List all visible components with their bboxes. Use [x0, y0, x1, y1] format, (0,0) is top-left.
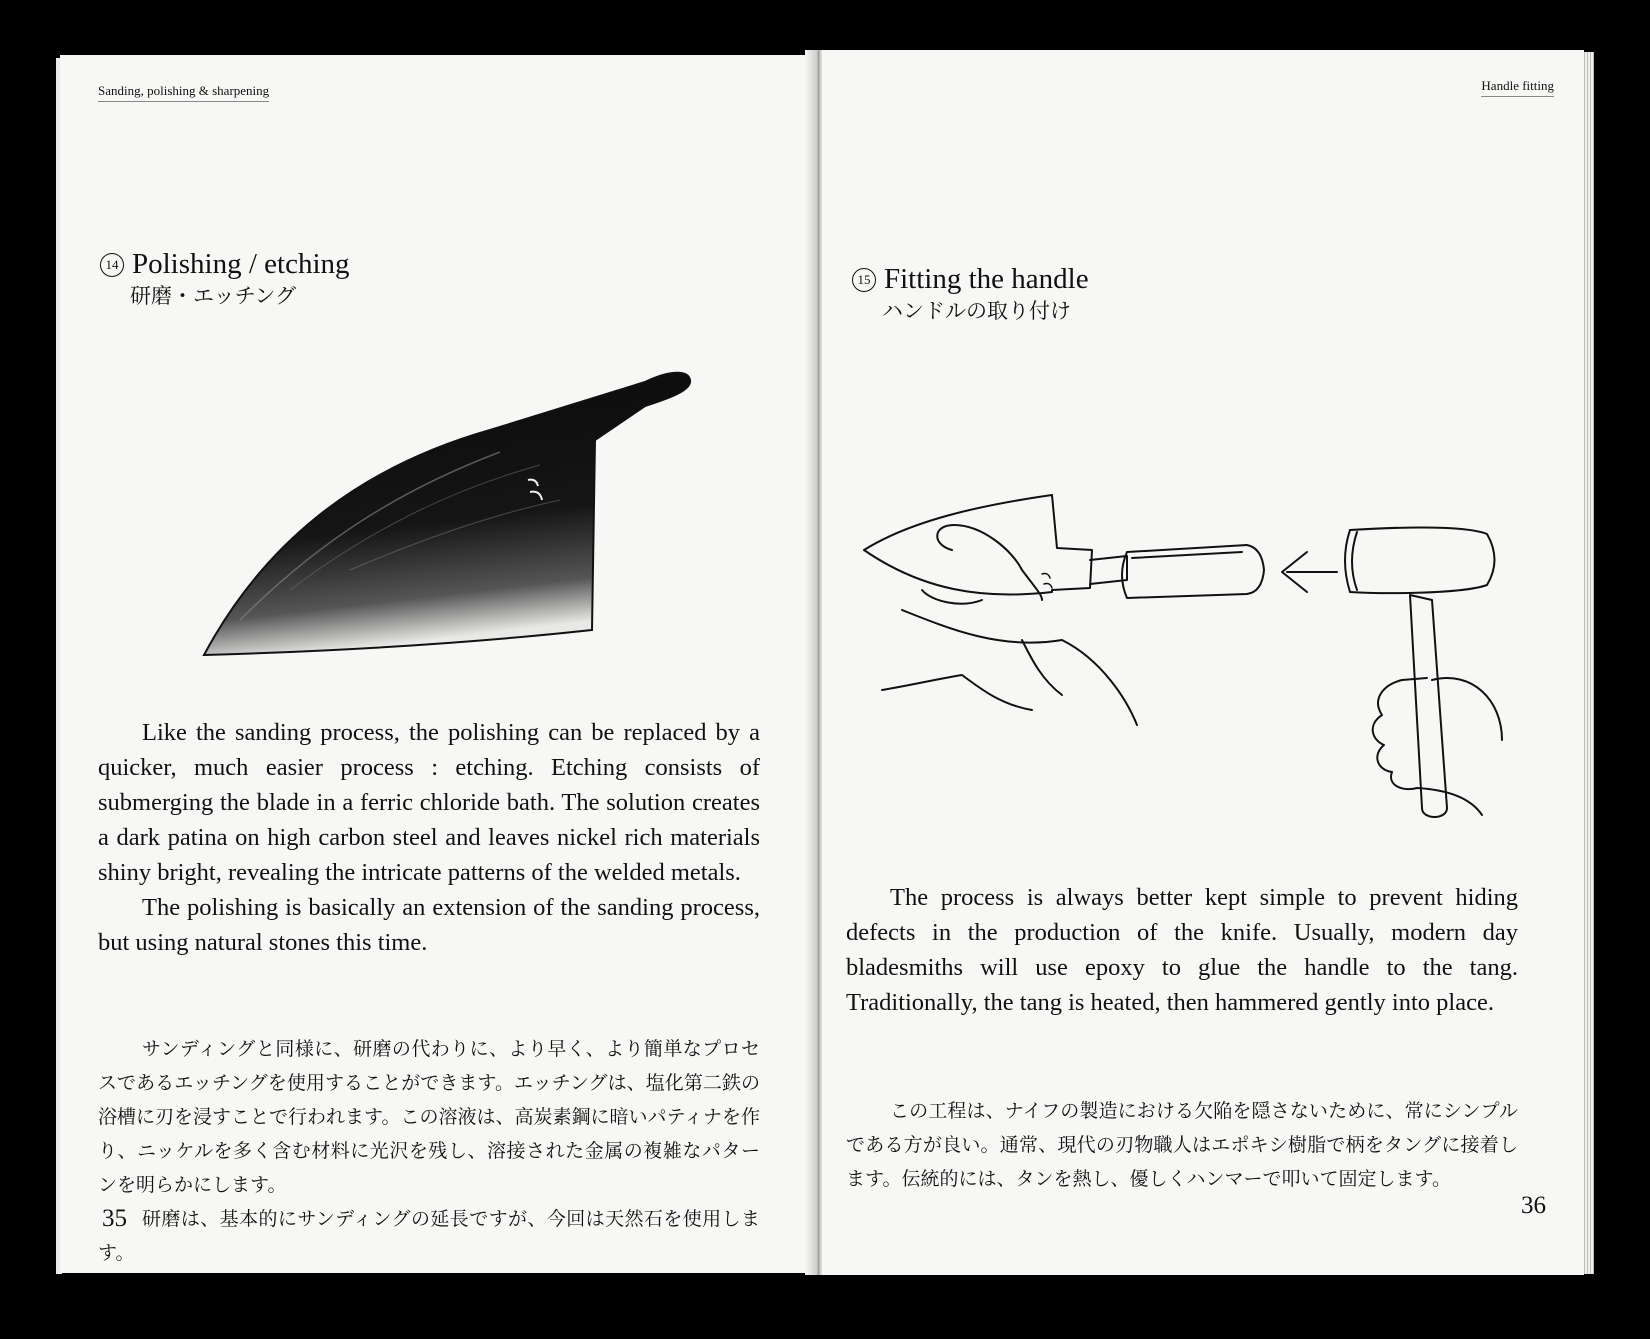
step-title-jp: 研磨・エッチング — [130, 284, 297, 308]
etched-blade-illustration — [200, 340, 720, 660]
hammer — [1345, 528, 1495, 818]
tang-and-handle — [1042, 545, 1264, 598]
running-head-left: Sanding, polishing & sharpening — [98, 83, 269, 102]
handle-fitting-illustration — [862, 490, 1502, 830]
body-text-right-jp — [846, 1094, 1518, 1196]
paragraph: The process is always better kept simple to prevent hiding defects in the production of the knife. Usually, modern day bladesmiths will use epoxy to glue the handle to the tang. Traditionally, the tang is heated, then hammered gently into place. — [846, 884, 1518, 1016]
paragraph-jp: 研磨は、基本的にサンディングの延長ですが、今回は天然石を使用します。 — [98, 1208, 760, 1264]
page-number-left: 35 — [102, 1205, 127, 1232]
body-text-right — [846, 880, 1518, 1020]
step-title: Polishing / etching — [132, 248, 350, 280]
paragraph-jp: この工程は、ナイフの製造における欠陥を隠さないために、常にシンプルである方が良い。通常、現代の刃物職人はエポキシ樹脂で柄をタングに接着します。伝統的には、タンを熱し、優しくハンマーで叩いて固定します。 — [846, 1100, 1518, 1190]
paragraph: Like the sanding process, the polishing can be replaced by a quicker, much easier process : etching. Etching consists of submerging the blade in a ferric chloride bath. The solution creates a dark patina on high carbon steel and leaves nickel rich materials shiny bright, revealing the intricate patterns of the welded metals. — [98, 719, 760, 886]
step-number-badge: 15 — [852, 268, 876, 292]
left-arrow-icon — [1282, 552, 1337, 592]
step-heading-left — [100, 247, 350, 311]
page-number-right: 36 — [1521, 1192, 1546, 1219]
gripping-hand — [1373, 678, 1502, 815]
body-text-left-jp — [98, 1032, 760, 1270]
body-text-left — [98, 715, 760, 960]
paragraph: The polishing is basically an extension of the sanding process, but using natural stones this time. — [98, 894, 760, 956]
left-page — [60, 55, 815, 1273]
blade-outline — [864, 495, 1092, 595]
step-title-jp: ハンドルの取り付け — [882, 299, 1071, 323]
right-page — [822, 50, 1584, 1275]
holding-hand — [882, 525, 1137, 725]
running-head-right: Handle fitting — [1481, 78, 1554, 97]
step-title: Fitting the handle — [884, 263, 1089, 295]
step-number-badge: 14 — [100, 253, 124, 277]
paragraph-jp: サンディングと同様に、研磨の代わりに、より早く、より簡単なプロセスであるエッチングを使用することができます。エッチングは、塩化第二鉄の浴槽に刃を浸すことで行われます。この溶液は、高炭素鋼に暗いパティナを作り、ニッケルを多く含む材料に光沢を残し、溶接された金属の複雑なパターンを明らかにします。 — [98, 1038, 760, 1196]
step-heading-right — [852, 262, 1089, 326]
